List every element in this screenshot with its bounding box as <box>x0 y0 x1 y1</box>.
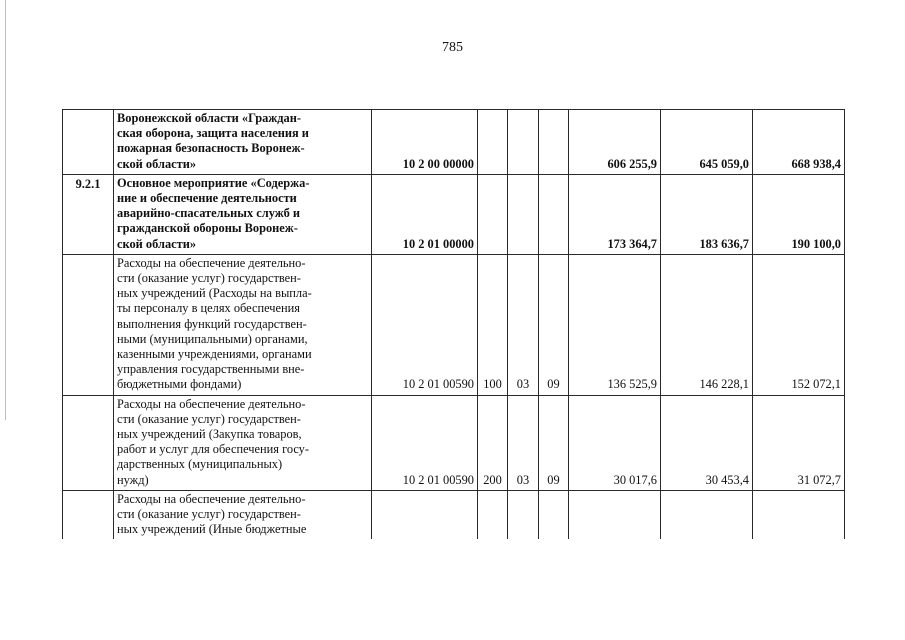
amount-year-2: 183 636,7 <box>661 174 753 254</box>
description-line: ская оборона, защита населения и <box>117 126 309 141</box>
section-code <box>508 490 539 539</box>
row-number <box>63 254 114 395</box>
description-line: ской области» <box>117 156 197 171</box>
section-code <box>508 110 539 175</box>
row-number <box>63 395 114 490</box>
budget-code <box>372 490 478 539</box>
subsection-code <box>539 490 569 539</box>
description-line: ты персоналу в целях обеспечения <box>117 301 300 316</box>
section-code <box>508 174 539 254</box>
description-line: ных учреждений (Иные бюджетные <box>117 522 307 537</box>
description-line: Расходы на обеспечение деятельно- <box>117 396 306 411</box>
amount-year-1: 30 017,6 <box>569 395 661 490</box>
amount-year-2: 645 059,0 <box>661 110 753 175</box>
description-line: выполнения функций государствен- <box>117 316 307 331</box>
description-line: ние и обеспечение деятельности <box>117 191 297 206</box>
description-line: управления государственными вне- <box>117 362 305 377</box>
description-line: сти (оказание услуг) государствен- <box>117 271 301 286</box>
description-line: аварийно-спасательных служб и <box>117 206 301 221</box>
amount-year-1: 173 364,7 <box>569 174 661 254</box>
expense-type-code <box>478 490 508 539</box>
description-line: казенными учреждениями, органами <box>117 347 312 362</box>
row-description <box>114 254 372 395</box>
table-row <box>63 174 845 254</box>
expense-type-code: 100 <box>478 254 508 395</box>
row-description <box>114 110 372 175</box>
table-row <box>63 254 845 395</box>
budget-code: 10 2 01 00590 <box>372 395 478 490</box>
description-line: ными (муниципальными) органами, <box>117 331 308 346</box>
amount-year-3: 31 072,7 <box>753 395 845 490</box>
budget-code: 10 2 01 00590 <box>372 254 478 395</box>
description-line: Расходы на обеспечение деятельно- <box>117 255 306 270</box>
amount-year-3: 190 100,0 <box>753 174 845 254</box>
expense-type-code <box>478 110 508 175</box>
expense-type-code: 200 <box>478 395 508 490</box>
amount-year-1: 136 525,9 <box>569 254 661 395</box>
expense-type-code <box>478 174 508 254</box>
description-line: бюджетными фондами) <box>117 377 242 392</box>
description-line: нужд) <box>117 472 149 487</box>
row-number: 9.2.1 <box>63 174 114 254</box>
table-row <box>63 395 845 490</box>
description-line: Основное мероприятие «Содержа- <box>117 175 310 190</box>
amount-year-3: 668 938,4 <box>753 110 845 175</box>
row-description <box>114 174 372 254</box>
subsection-code <box>539 174 569 254</box>
budget-code: 10 2 01 00000 <box>372 174 478 254</box>
description-line: ской области» <box>117 236 197 251</box>
amount-year-3: 152 072,1 <box>753 254 845 395</box>
amount-year-2 <box>661 490 753 539</box>
page-number: 785 <box>442 40 463 55</box>
amount-year-3 <box>753 490 845 539</box>
amount-year-1: 606 255,9 <box>569 110 661 175</box>
table-row <box>63 490 845 539</box>
description-line: Воронежской области «Граждан- <box>117 111 302 125</box>
subsection-code <box>539 110 569 175</box>
budget-table <box>62 109 845 539</box>
description-line: ных учреждений (Расходы на выпла- <box>117 286 312 301</box>
row-number <box>63 490 114 539</box>
row-description <box>114 490 372 539</box>
section-code: 03 <box>508 254 539 395</box>
row-description <box>114 395 372 490</box>
description-line: сти (оказание услуг) государствен- <box>117 411 301 426</box>
amount-year-2: 146 228,1 <box>661 254 753 395</box>
row-number <box>63 110 114 175</box>
description-line: гражданской обороны Воронеж- <box>117 221 298 236</box>
description-line: работ и услуг для обеспечения госу- <box>117 442 309 457</box>
description-line: сти (оказание услуг) государствен- <box>117 507 301 522</box>
description-line: дарственных (муниципальных) <box>117 457 283 472</box>
subsection-code: 09 <box>539 254 569 395</box>
description-line: Расходы на обеспечение деятельно- <box>117 491 306 506</box>
amount-year-2: 30 453,4 <box>661 395 753 490</box>
description-line: ных учреждений (Закупка товаров, <box>117 427 302 442</box>
subsection-code: 09 <box>539 395 569 490</box>
description-line: пожарная безопасность Воронеж- <box>117 141 305 156</box>
scan-margin-line <box>5 0 6 420</box>
amount-year-1 <box>569 490 661 539</box>
section-code: 03 <box>508 395 539 490</box>
table-row <box>63 110 845 175</box>
budget-code: 10 2 00 00000 <box>372 110 478 175</box>
